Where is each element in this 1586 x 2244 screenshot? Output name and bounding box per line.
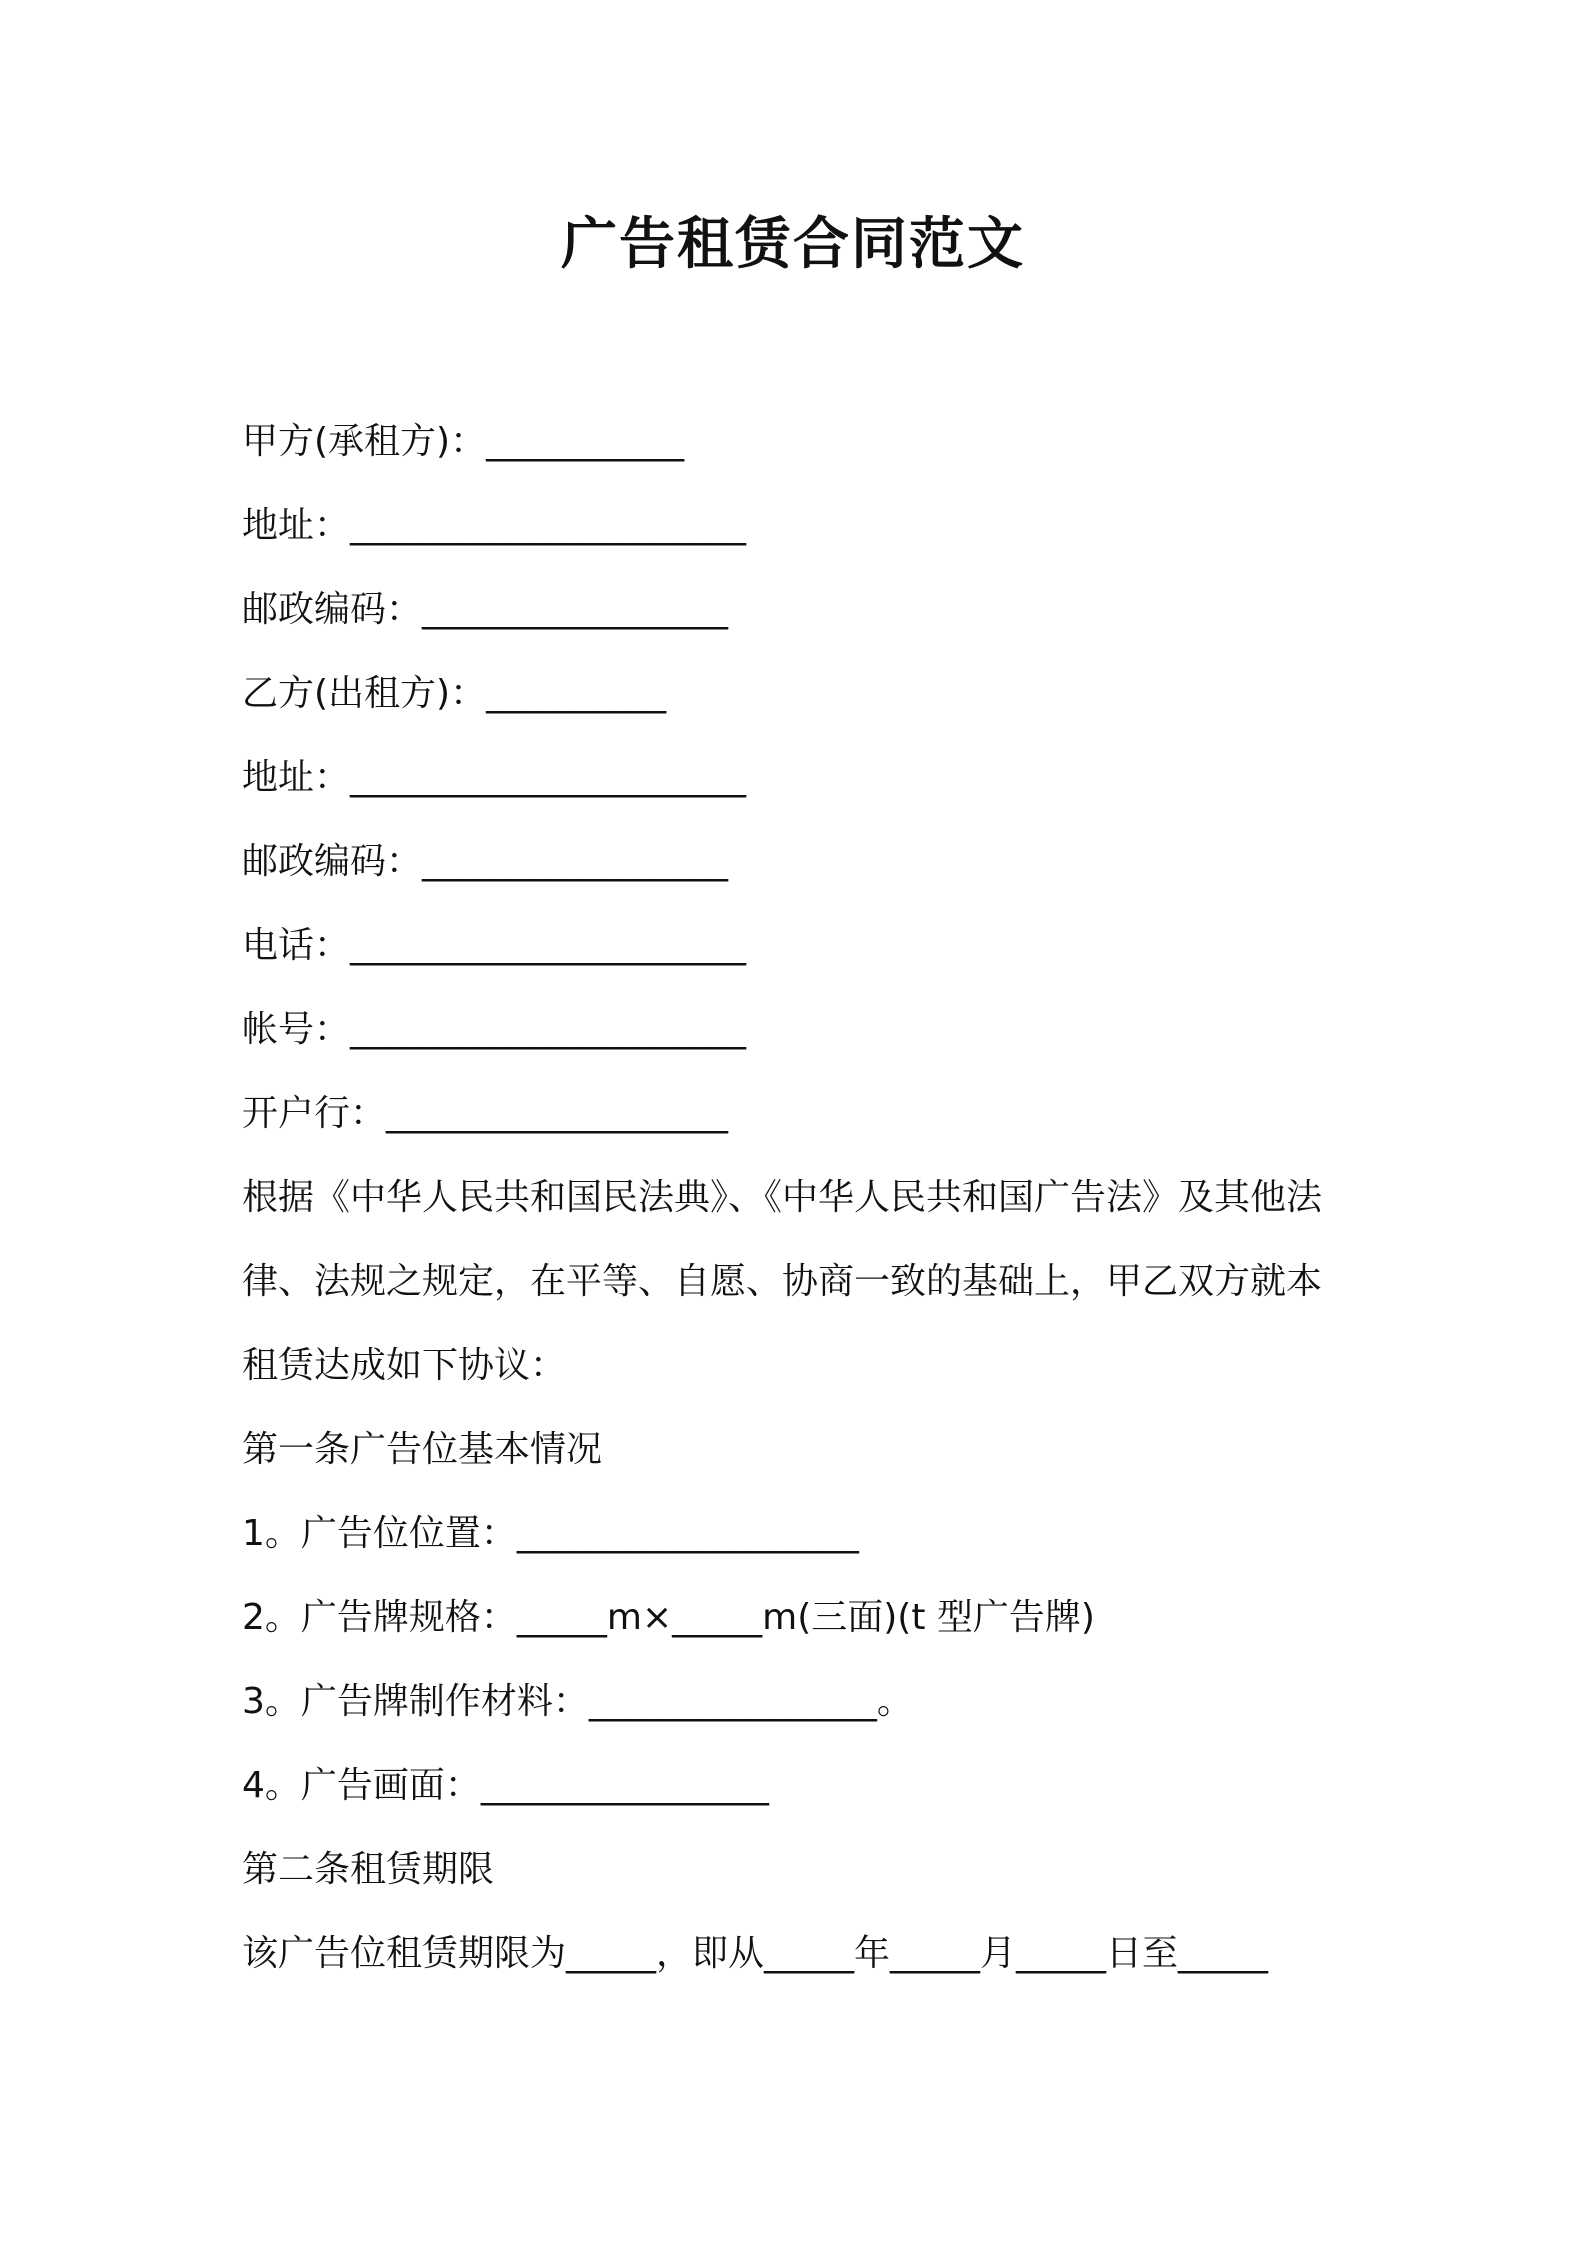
document-title: 广告租赁合同范文 (561, 212, 1025, 277)
article-2-text: 该广告位租赁期限为_____，即从_____年_____月_____日至_____ (242, 1933, 1269, 1974)
preamble-line-1: 根据《中华人民共和国民法典》、《中华人民共和国广告法》及其他法 (242, 1177, 1323, 1218)
article-1-heading: 第一条广告位基本情况 (242, 1429, 603, 1470)
article-1-item-2: 2。广告牌规格：_____m×_____m(三面)(t 型广告牌) (242, 1597, 1095, 1638)
party-b-address-line: 地址：______________________ (242, 757, 747, 798)
article-1-item-4: 4。广告画面：________________ (242, 1765, 769, 1806)
party-a-postcode-line: 邮政编码：_________________ (242, 589, 729, 630)
phone-line: 电话：______________________ (242, 925, 747, 966)
party-b-postcode-line: 邮政编码：_________________ (242, 841, 729, 882)
party-a-address-line: 地址：______________________ (242, 505, 747, 546)
preamble-line-2: 律、法规之规定，在平等、自愿、协商一致的基础上，甲乙双方就本 (242, 1261, 1323, 1302)
article-2-heading: 第二条租赁期限 (242, 1849, 495, 1890)
preamble-line-3: 租赁达成如下协议： (242, 1345, 567, 1386)
article-1-item-1: 1。广告位位置：___________________ (242, 1513, 859, 1554)
account-line: 帐号：______________________ (242, 1009, 747, 1050)
article-1-item-3: 3。广告牌制作材料：________________。 (242, 1681, 913, 1722)
party-b-line: 乙方(出租方)：__________ (242, 673, 667, 714)
party-a-line: 甲方(承租方)：___________ (242, 421, 685, 462)
bank-line: 开户行：___________________ (242, 1093, 729, 1134)
document-body (242, 400, 1362, 1996)
